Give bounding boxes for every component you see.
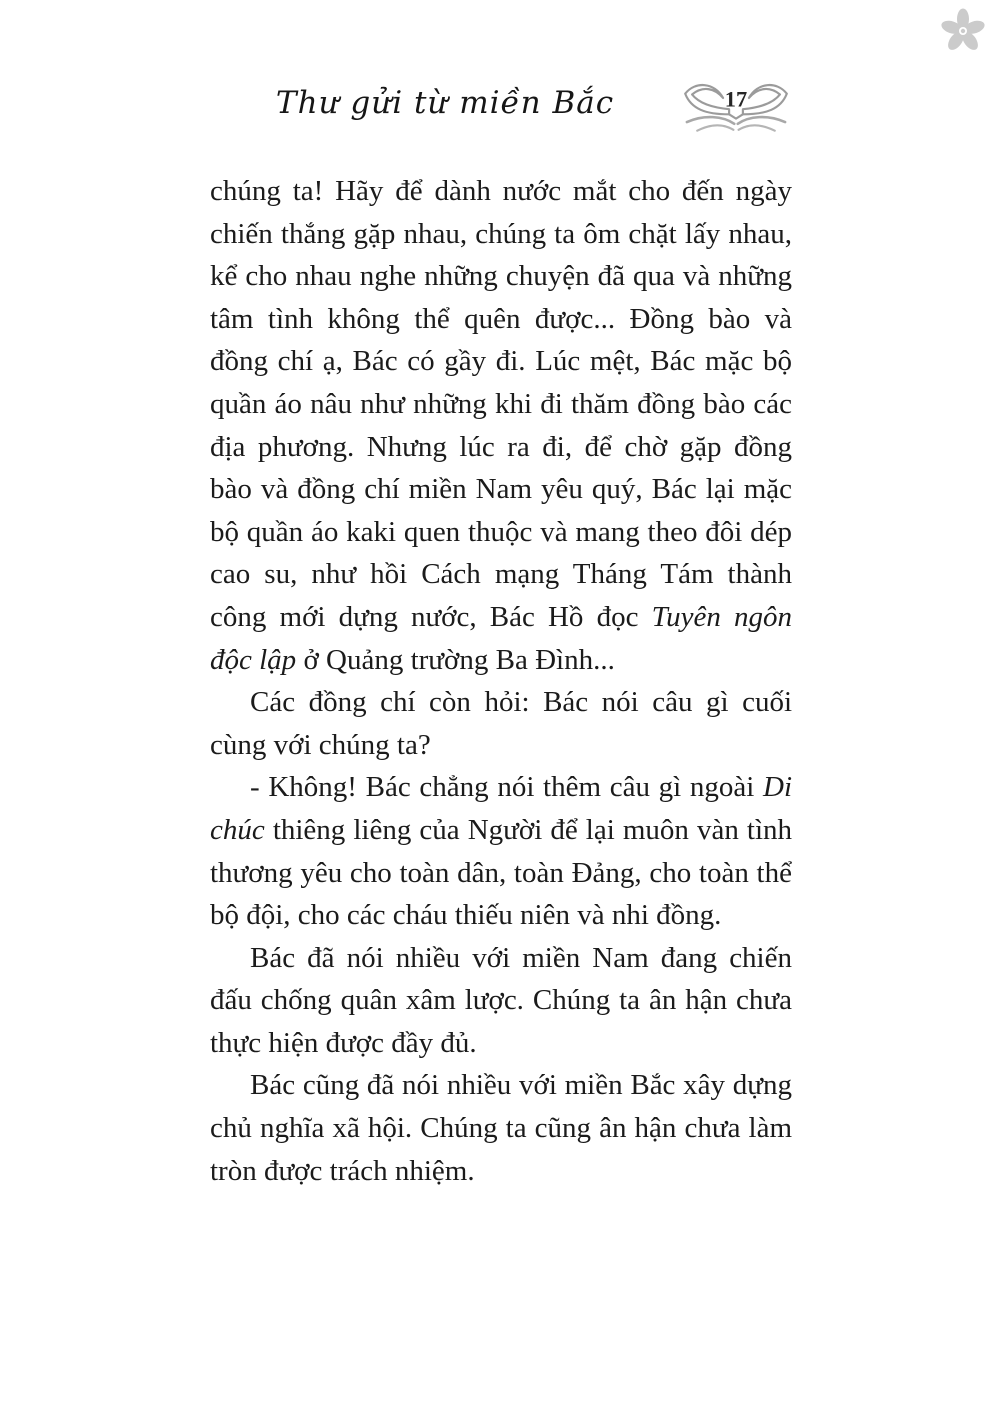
text-segment: Các đồng chí còn hỏi: Bác nói câu gì cuối cùng với chúng ta? [210,686,792,761]
text-segment: Bác đã nói nhiều với miền Nam đang chiến đấu chống quân xâm lược. Chúng ta ân hận chưa thực hiện được đầy đủ. [210,941,792,1059]
text-segment: Bác cũng đã nói nhiều với miền Bắc xây dựng chủ nghĩa xã hội. Chúng ta cũng ân hận chưa làm tròn được trách nhiệm. [210,1069,792,1187]
page-header [210,74,792,140]
paragraph [210,1064,792,1192]
text-segment: - Không! Bác chẳng nói thêm câu gì ngoài [250,771,763,804]
paragraph [210,681,792,766]
body-text [210,170,792,1192]
text-segment: chúng ta! Hãy để dành nước mắt cho đến ngày chiến thắng gặp nhau, chúng ta ôm chặt lấy nhau, kể cho nhau nghe những chuyện đã qua và những tâm tình không thể quên được... Đồng bào và đồng chí ạ, Bác có gầy đi. Lúc mệt, Bác mặc bộ quần áo nâu như những khi đi thăm đồng bào các địa phương. Nhưng lúc ra đi, để chờ gặp đồng bào và đồng chí miền Nam yêu quý, Bác lại mặc bộ quần áo kaki quen thuộc và mang theo đôi dép cao su, như hồi Cách mạng Tháng Tám thành công mới dựng nước, Bác Hồ đọc [210,175,792,633]
paragraph [210,766,792,936]
paragraph [210,937,792,1065]
paragraph [210,170,792,681]
italic-text-segment: Di chúc [210,771,792,846]
page-number: 17 [724,86,748,112]
flower-ornament-icon [940,8,986,54]
open-book-icon [680,74,792,140]
italic-text-segment: Tuyên ngôn độc lập [210,600,792,676]
text-segment: thiêng liêng của Người để lại muôn vàn tình thương yêu cho toàn dân, toàn Đảng, cho toàn thể bộ đội, cho các cháu thiếu niên và nhi đồng. [210,813,792,932]
text-segment: ở Quảng trường Ba Đình... [296,643,615,676]
chapter-title: Thư gửi từ miền Bắc [275,85,615,121]
